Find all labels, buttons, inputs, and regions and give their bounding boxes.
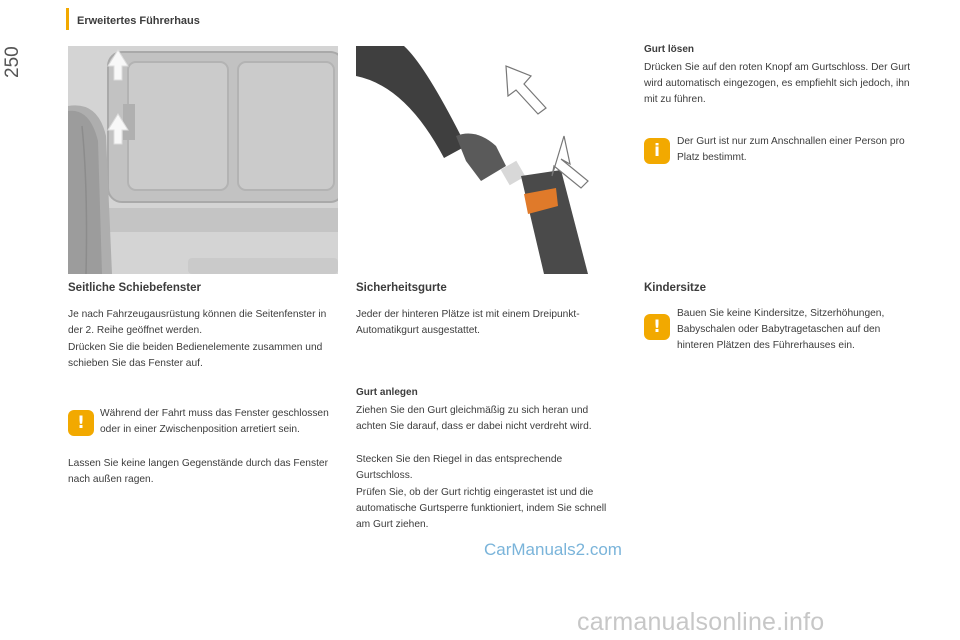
info-icon: i (644, 138, 670, 164)
release-belt-subheading: Gurt lösen (644, 44, 695, 55)
header-accent-bar (66, 8, 69, 30)
warning-icon: ! (644, 314, 670, 340)
child-seats-warning-text: Bauen Sie keine Kindersitze, Sitzerhöhungen, Babyschalen oder Babytragetaschen auf den hinteren Plätzen des Führerhauses ein. (677, 308, 885, 351)
sliding-windows-heading: Seitliche Schiebefenster (68, 282, 201, 294)
seat-belts-heading: Sicherheitsgurte (356, 282, 447, 294)
sliding-windows-intro: Je nach Fahrzeugausrüstung können die Seitenfenster in der 2. Reihe geöffnet werden. (68, 309, 327, 336)
sliding-windows-caution: Lassen Sie keine langen Gegenstände durch das Fenster nach außen ragen. (68, 458, 328, 485)
child-seats-heading: Kindersitze (644, 282, 706, 294)
belt-info-text: Der Gurt ist nur zum Anschnallen einer Person pro Platz bestimmt. (677, 136, 905, 163)
seat-belts-intro: Jeder der hinteren Plätze ist mit einem Dreipunkt-Automatikgurt ausgestattet. (356, 309, 580, 336)
warning-icon: ! (68, 410, 94, 436)
release-belt-text: Drücken Sie auf den roten Knopf am Gurtschloss. Der Gurt wird automatisch eingezogen, es empfiehlt sich jedoch, ihn mit zu führen. (644, 62, 911, 105)
sliding-window-illustration (68, 46, 338, 274)
sliding-windows-instruction: Drücken Sie die beiden Bedienelemente zusammen und schieben Sie das Fenster auf. (68, 342, 323, 369)
section-title: Erweitertes Führerhaus (77, 15, 200, 27)
watermark-carmanuals2: CarManuals2.com (484, 540, 622, 559)
fasten-belt-step1: Ziehen Sie den Gurt gleichmäßig zu sich heran und achten Sie darauf, dass er dabei nicht verdreht wird. (356, 405, 592, 432)
seat-belt-illustration (356, 46, 602, 274)
fasten-belt-step3: Prüfen Sie, ob der Gurt richtig eingerastet ist und die automatische Gurtsperre funktioniert, indem Sie schnell am Gurt ziehen. (356, 487, 607, 530)
fasten-belt-subheading: Gurt anlegen (356, 387, 418, 398)
page-number: 250 (2, 46, 23, 78)
fasten-belt-step2: Stecken Sie den Riegel in das entsprechende Gurtschloss. (356, 454, 563, 481)
watermark-carmanualsonline: carmanualsonline.info (577, 608, 825, 636)
sliding-window-warning-text: Während der Fahrt muss das Fenster geschlossen oder in einer Zwischenposition arretiert sein. (100, 408, 329, 435)
